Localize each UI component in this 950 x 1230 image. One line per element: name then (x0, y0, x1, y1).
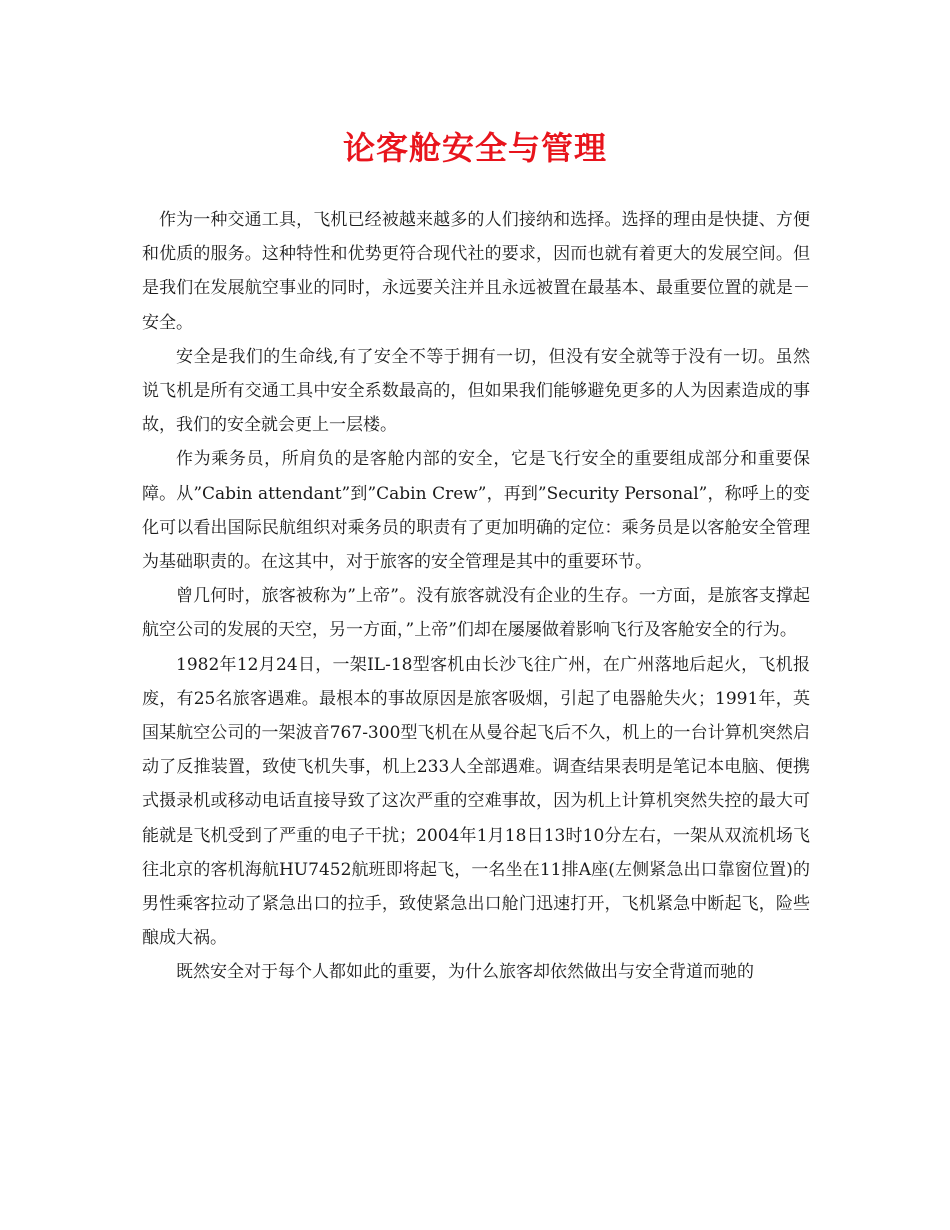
paragraph-5: 1982年12月24日，一架IL-18型客机由长沙飞往广州，在广州落地后起火，飞机报废，有25名旅客遇难。最根本的事故原因是旅客吸烟，引起了电器舱失火；1991年，英国某航空公司的一架波音767-300型飞机在从曼谷起飞后不久，机上的一台计算机突然启动了反推装置，致使飞机失事，机上233人全部遇难。调查结果表明是笔记本电脑、便携式摄录机或移动电话直接导致了这次严重的空难事故，因为机上计算机突然失控的最大可能就是飞机受到了严重的电子干扰；2004年1月18日13时10分左右，一架从双流机场飞往北京的客机海航HU7452航班即将起飞，一名坐在11排A座(左侧紧急出口靠窗位置)的男性乘客拉动了紧急出口的拉手，致使紧急出口舱门迅速打开，飞机紧急中断起飞，险些酿成大祸。 (142, 654, 810, 949)
paragraph-6: 既然安全对于每个人都如此的重要，为什么旅客却依然做出与安全背道而驰的 (176, 962, 754, 983)
paragraph-4: 曾几何时，旅客被称为”上帝”。没有旅客就没有企业的生存。一方面，是旅客支撑起航空公司的发展的天空，另一方面，”上帝”们却在屡屡做着影响飞行及客舱安全的行为。 (142, 586, 810, 641)
paragraph-3: 作为乘务员，所肩负的是客舱内部的安全，它是飞行安全的重要组成部分和重要保障。从”Cabin attendant”到”Cabin Crew”，再到”Security Personal”，称呼上的变化可以看出国际民航组织对乘务员的职责有了更加明确的定位：乘务员是以客舱安全管理为基础职责的。在这其中，对于旅客的安全管理是其中的重要环节。 (142, 449, 810, 573)
paragraph-2: 安全是我们的生命线,有了安全不等于拥有一切，但没有安全就等于没有一切。虽然说飞机是所有交通工具中安全系数最高的，但如果我们能够避免更多的人为因素造成的事故，我们的安全就会更上一层楼。 (142, 346, 810, 436)
document-body (142, 203, 810, 990)
document-title: 论客舱安全与管理 (342, 129, 607, 167)
paragraph-1: 作为一种交通工具，飞机已经被越来越多的人们接纳和选择。选择的理由是快捷、方便和优质的服务。这种特性和优势更符合现代社的要求，因而也就有着更大的发展空间。但是我们在发展航空事业的同时，永远要关注并且永远被置在最基本、最重要位置的就是－安全。 (142, 210, 810, 333)
